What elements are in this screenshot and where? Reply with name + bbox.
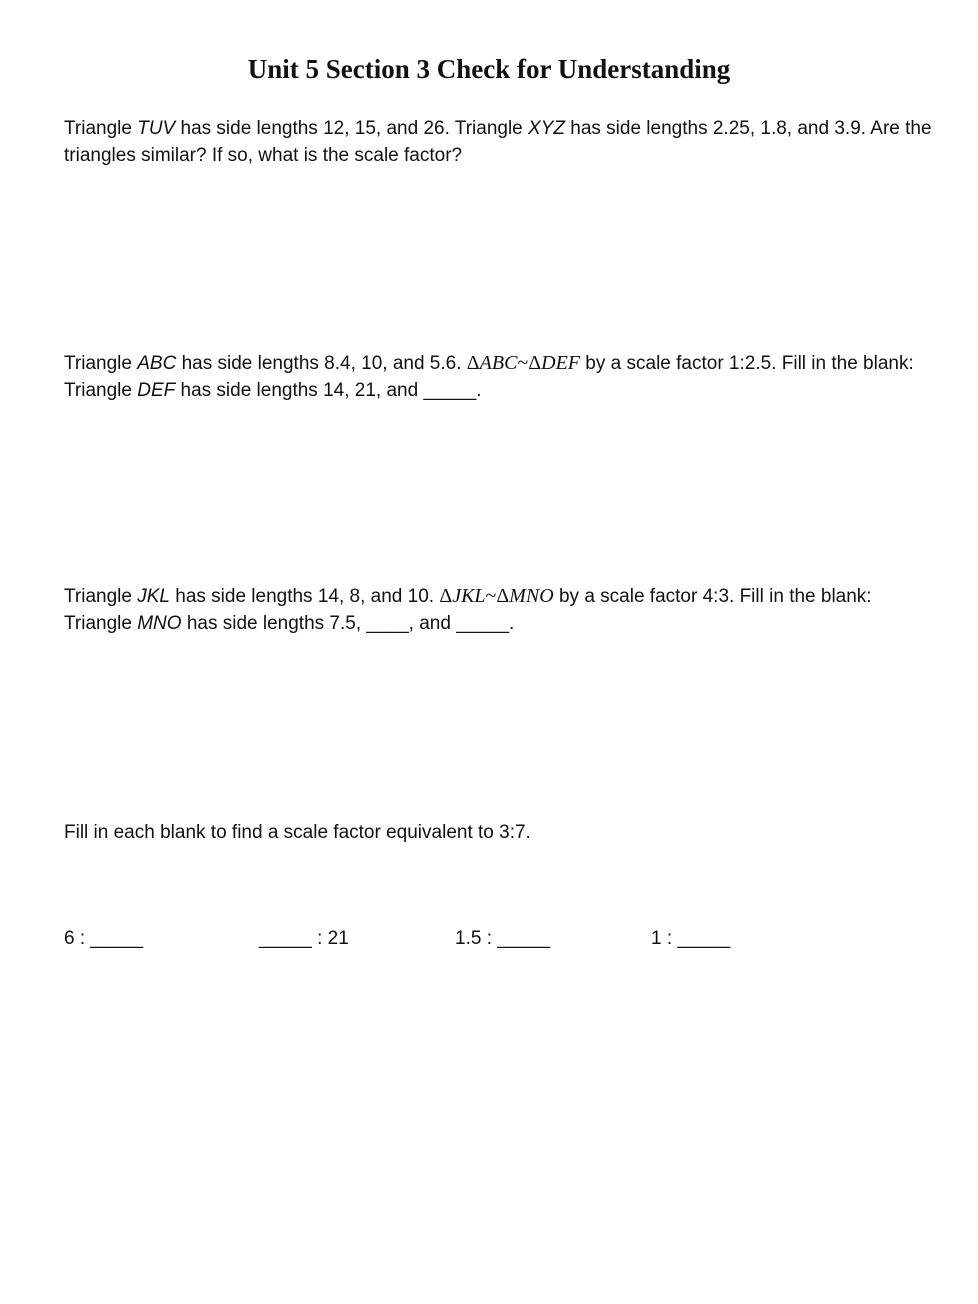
q3-text-4: has side lengths 7.5, ____, and _____.	[181, 613, 515, 634]
q3-text-1: Triangle	[64, 586, 138, 607]
q2-text-1: Triangle	[64, 353, 138, 374]
q2-delta-1: Δ	[466, 352, 480, 374]
question-4: Fill in each blank to find a scale factor equivalent to 3:7.	[64, 822, 531, 843]
q3-triangle-mno: MNO	[137, 613, 182, 634]
q2-text-4: has side lengths 14, 21, and _____.	[175, 380, 482, 401]
q1-text-3: has side lengths 2.25, 1.8, and 3.9. Are the triangles similar? If so, what is the scale factor?	[64, 118, 932, 166]
q3-math-mno: MNO	[509, 585, 554, 607]
q3-text-2: has side lengths 14, 8, and 10.	[169, 586, 440, 607]
question-2	[64, 350, 934, 404]
q2-triangle-def: DEF	[137, 380, 176, 401]
q1-text-1: Triangle	[64, 118, 138, 139]
q3-triangle-jkl: JKL	[137, 586, 170, 607]
ratio-blank-2: _____ : 21	[259, 928, 349, 949]
ratio-blank-4: 1 : _____	[651, 928, 731, 949]
q1-text-2: has side lengths 12, 15, and 26. Triangle	[175, 118, 529, 139]
q3-math-jkl: JKL	[452, 585, 486, 607]
q1-triangle-xyz: XYZ	[528, 118, 565, 139]
q3-similarity-statement	[439, 585, 553, 607]
question-3	[64, 583, 934, 637]
q3-delta-1: Δ	[439, 585, 453, 607]
ratio-blank-1: 6 : _____	[64, 928, 144, 949]
q2-math-def: DEF	[541, 352, 581, 374]
page-title: Unit 5 Section 3 Check for Understanding	[247, 54, 731, 84]
q3-similar-symbol: ~	[485, 585, 497, 607]
q2-similar-symbol: ~	[517, 352, 529, 374]
q2-triangle-abc: ABC	[137, 353, 177, 374]
q2-similarity-statement	[467, 352, 580, 374]
q2-math-abc: ABC	[479, 352, 518, 374]
q2-delta-2: Δ	[528, 352, 542, 374]
q2-text-2: has side lengths 8.4, 10, and 5.6.	[176, 353, 467, 374]
q2-text-3: by a scale factor 1:2.5. Fill in the blank: Triangle	[64, 353, 914, 401]
ratio-blank-3: 1.5 : _____	[455, 928, 551, 949]
q3-delta-2: Δ	[496, 585, 510, 607]
q3-text-3: by a scale factor 4:3. Fill in the blank: Triangle	[64, 586, 872, 634]
question-1	[64, 115, 934, 169]
q1-triangle-tuv: TUV	[137, 118, 176, 139]
